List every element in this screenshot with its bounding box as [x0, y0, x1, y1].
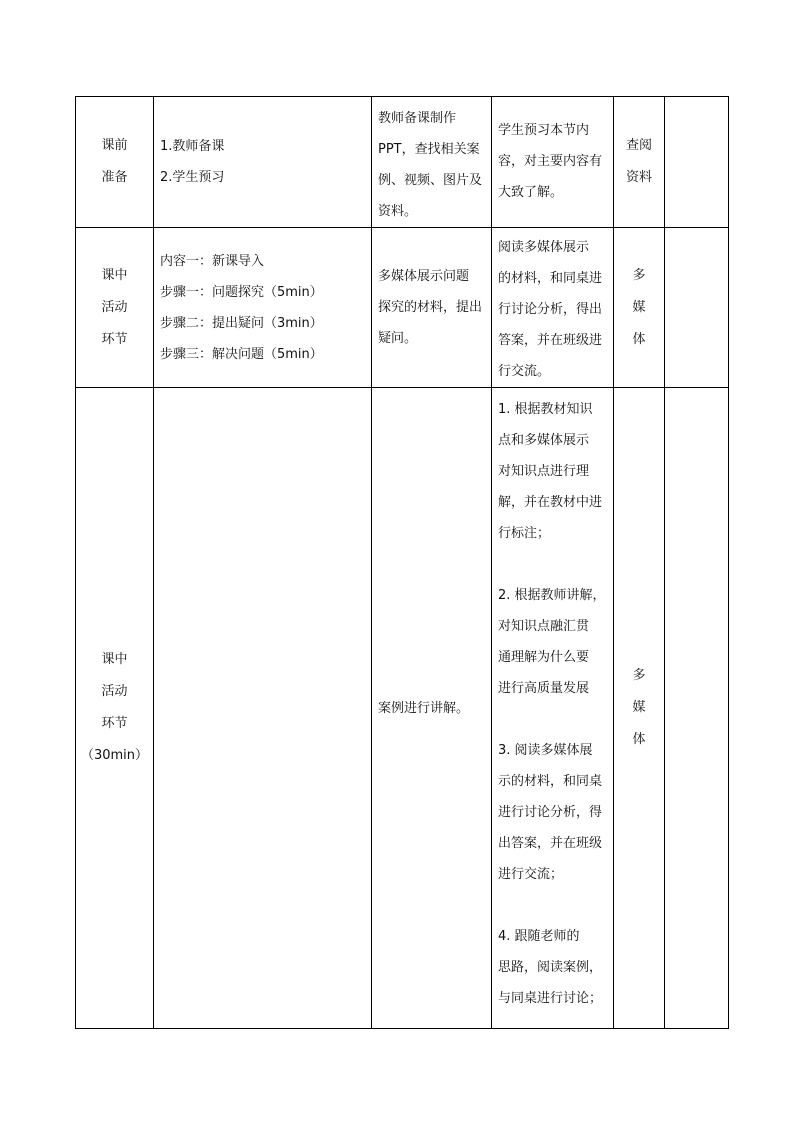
teaching-means-cell: 多 媒 体	[614, 388, 665, 1029]
empty-cell	[665, 388, 729, 1029]
student-activity-cell: 学生预习本节内 容，对主要内容有 大致了解。	[492, 97, 614, 228]
content-cell	[154, 388, 372, 1029]
empty-cell	[665, 97, 729, 228]
content-cell: 1.教师备课 2.学生预习	[154, 97, 372, 228]
teacher-activity-cell: 案例进行讲解。	[372, 388, 492, 1029]
stage-cell: 课前 准备	[76, 97, 154, 228]
table-row	[76, 228, 729, 388]
teacher-activity-cell: 多媒体展示问题 探究的材料，提出 疑问。	[372, 228, 492, 388]
lesson-plan-table	[75, 96, 729, 1029]
teaching-means-cell: 查阅 资料	[614, 97, 665, 228]
table-row	[76, 388, 729, 1029]
stage-cell: 课中 活动 环节	[76, 228, 154, 388]
empty-cell	[665, 228, 729, 388]
content-cell: 内容一：新课导入 步骤一：问题探究（5min） 步骤二：提出疑问（3min） 步骤三：解决问题（5min）	[154, 228, 372, 388]
table-row	[76, 97, 729, 228]
student-activity-cell: 阅读多媒体展示 的材料，和同桌进 行讨论分析，得出 答案，并在班级进 行交流。	[492, 228, 614, 388]
teaching-means-cell: 多 媒 体	[614, 228, 665, 388]
stage-cell: 课中 活动 环节 （30min）	[76, 388, 154, 1029]
student-activity-cell: 1. 根据教材知识 点和多媒体展示 对知识点进行理 解，并在教材中进 行标注； 2. 根据教师讲解， 对知识点融汇贯 通理解为什么要 进行高质量发展 3. 阅读多媒体展 示的材料，和同桌 进行讨论分析，得 出答案，并在班级 进行交流； 4. 跟随老师的 思路，阅读案例， 与同桌进行讨论；	[492, 388, 614, 1029]
teacher-activity-cell: 教师备课制作 PPT，查找相关案 例、视频、图片及 资料。	[372, 97, 492, 228]
